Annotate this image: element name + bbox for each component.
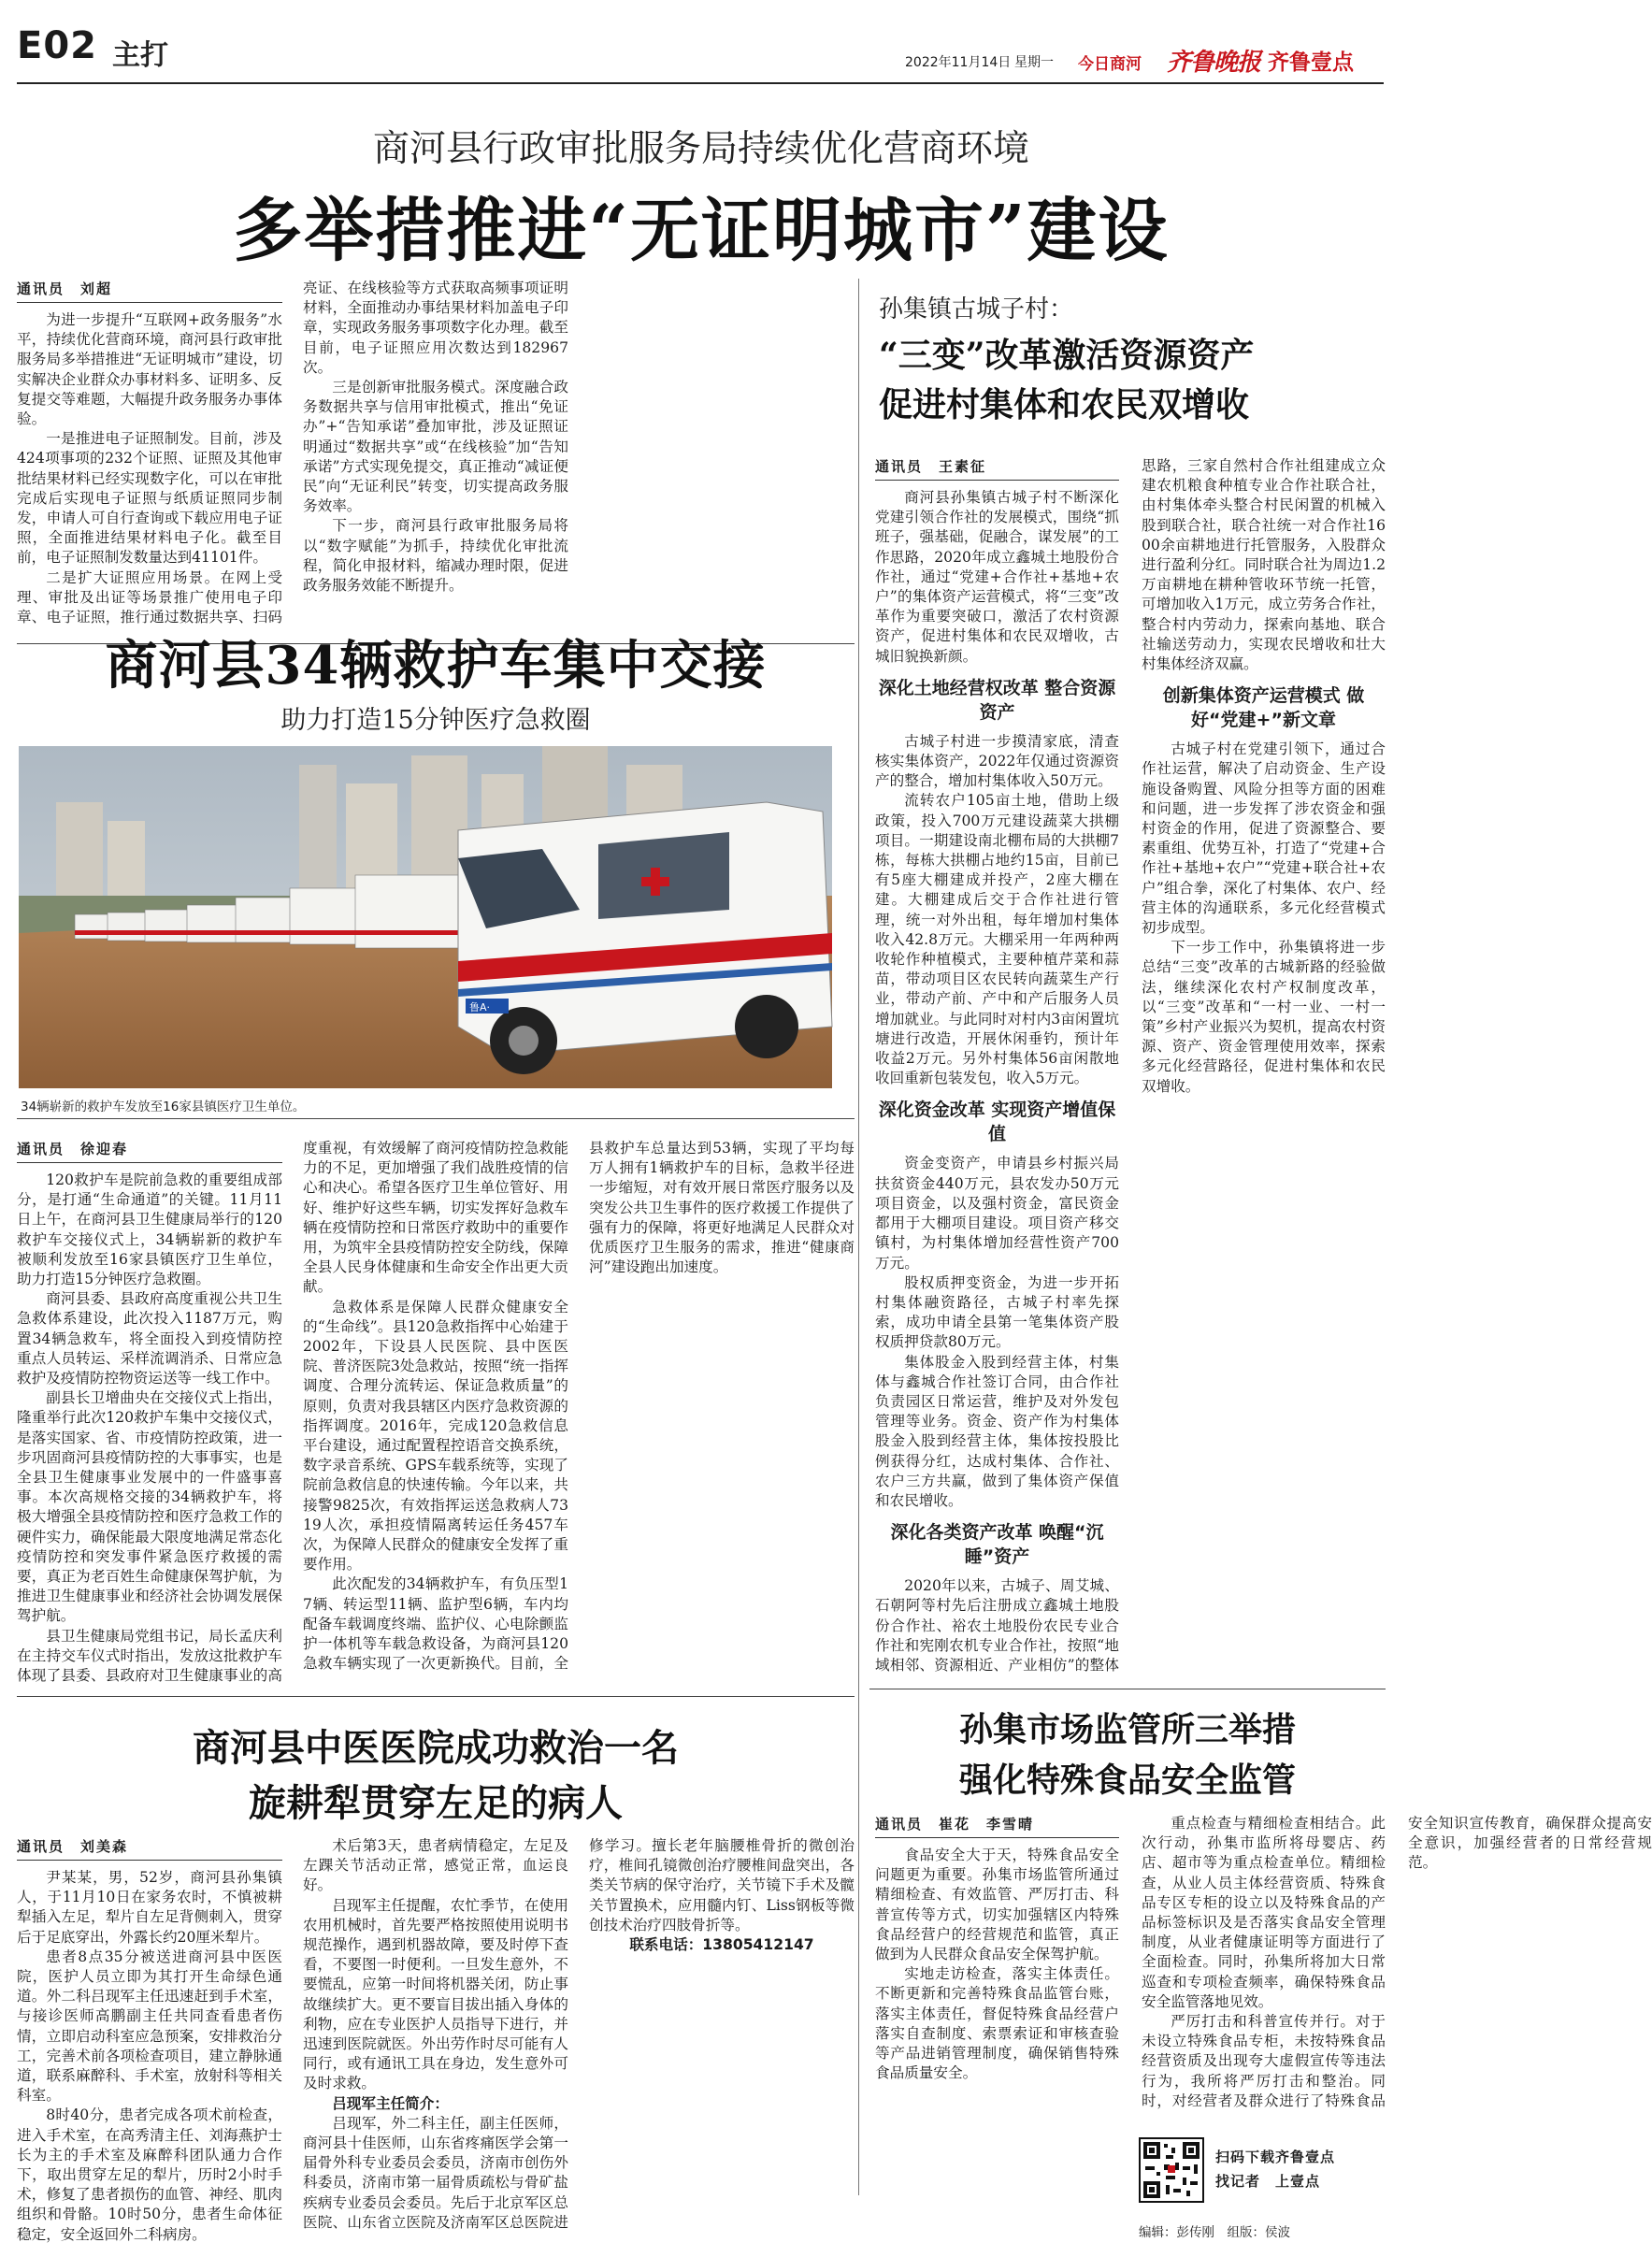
- right-p3: 流转农户105亩土地，借助上级政策，投入700万元建设蔬菜大拱棚项目。一期建设南北棚布局的大拱棚7栋，每栋大拱棚占地约15亩，目前已有5座大棚建成并投产，2座大棚在建。大棚建成后交于合作社进行管理，统一对外出租，每年增加村集体收入42.8万元。大棚采用一年两种两收轮作种植模式，主要种植芹菜和蒜苗，带动项目区农民转向蔬菜生产行业，带动产前、产中和产后服务人员增加就业。与此同时对村内3亩闲置坑塘进行改造，开展休闲垂钓，预计年收益2万元。另外村集体56亩闲散地收回重新包装发包，收入5万元。: [875, 792, 1119, 1087]
- market-p3: 重点检查与精细检查相结合。此次行动，孙集市监所将母婴店、药店、超市等为重点检查单位。精细检查，从业人员主体经营资质、特殊食品专区专柜的设立以及特殊食品的产品标签标识及是否落实食品安全管理制度，从业者健康证明等方面进行了全面检查。同时，孙集所将加大日常巡查和专项检查频率，确保特殊食品安全监管落地见效。: [1142, 1815, 1386, 2010]
- tcm-p1: 尹某某，男，52岁，商河县孙集镇人，于11月10日在家务农时，不慎被耕犁插入左足，犁片自左足背侧刺入，贯穿后于足底穿出，外露长约20厘米犁片。: [17, 1869, 282, 1946]
- right-byline: 通讯员 王素征: [875, 456, 1119, 481]
- qr-code-icon: [1141, 2139, 1202, 2201]
- paper-logo: 齐鲁晚报: [1167, 49, 1261, 77]
- editor-credit: 编辑：彭传刚 组版：侯波: [1139, 2225, 1290, 2240]
- market-article: [875, 1814, 1652, 2122]
- right-subhead-4: 创新集体资产运营模式 做好“党建+”新文章: [1162, 685, 1365, 731]
- photo-caption: 34辆崭新的救护车发放至16家县镇医疗卫生单位。: [21, 1100, 306, 1114]
- ambulance-p1: 120救护车是院前急救的重要组成部分，是打通“生命通道”的关键。11月11日上午，在商河县卫生健康局举行的120救护车交接仪式上，34辆崭新的救护车被顺利发放至16家县镇医疗卫生单位，助力打造15分钟医疗急救圈。: [17, 1172, 282, 1288]
- right-p8: 古城子村在党建引领下，通过合作社运营，解决了启动资金、生产设施设备购置、风险分担等方面的困难和问题，进一步发挥了涉农资金和强村资金的作用，促进了资源整合、要素重组、优势互补，打造了“党建+合作社+基地+农户”“党建+联合社+农户”组合拳，深化了村集体、农户、经营主体的沟通联系，多元化经营模式初步成型。: [1142, 740, 1386, 937]
- lead-kicker: 商河县行政审批服务局持续优化营商环境: [372, 128, 1029, 170]
- header-column: 今日商河: [1078, 55, 1142, 74]
- market-headline-2: 强化特殊食品安全监管: [958, 1761, 1296, 1800]
- right-p1: 商河县孙集镇古城子村不断深化党建引领合作社的发展模式，围绕“抓班子，强基础，促融合，谋发展”的工作思路，2020年成立鑫城土地股份合作社，通过“党建+合作社+基地+农户”的集体资产运营模式，将“三变”改革作为重要突破口，激活了农村资源资产，促进村集体和农民双增收，古城旧貌换新颜。: [875, 489, 1119, 665]
- ambulance-byline: 通讯员 徐迎春: [17, 1139, 282, 1163]
- lead-p3: 二是扩大证照应用场景。在网上受理、审批及出证等场景推广使用电子印章、电子证照，推行通过数据共享、扫码亮证、在线核验等方式获取高频事项证明材料，全面推动办事结果材料加盖电子印章，实现政务服务事项数字化办理。截至目前，电子证照应用次数达到182967次。: [17, 280, 568, 626]
- right-p6: 集体股金入股到经营主体，村集体与鑫城合作社签订合同，由合作社负责园区日常运营，维护及对外发包管理等业务。资金、资产作为村集体股金入股到经营主体，集体按投股比例获得分红，达成村集体、合作社、农户三方共赢，做到了集体资产保值和农民增收。: [875, 1353, 1119, 1509]
- right-article: [875, 456, 1386, 1679]
- market-p1: 食品安全大于天，特殊食品安全问题更为重要。孙集市场监管所通过精细检查、有效监管、严厉打击、科普宣传等方式，切实加强辖区内特殊食品经营户的经营规范和监管，真正做到为人民群众食品安全保驾护航。: [875, 1847, 1119, 1963]
- qr-text-2: 找记者 上壹点: [1215, 2173, 1321, 2190]
- brand-logo: 齐鲁壹点: [1268, 50, 1354, 75]
- right-headline-1: “三变”改革激活资源资产: [879, 336, 1255, 375]
- ambulance-subheadline: 助力打造15分钟医疗急救圈: [280, 706, 591, 735]
- qr-code[interactable]: [1139, 2137, 1204, 2203]
- lead-article: [17, 279, 855, 634]
- lead-p5: 下一步，商河县行政审批服务局将以“数字赋能”为抓手，持续优化审批流程，简化申报材料，缩减办理时限，促进政务服务效能不断提升。: [303, 517, 568, 595]
- column-divider: [858, 279, 859, 2195]
- section-label: 主打: [112, 39, 168, 72]
- right-p2: 古城子村进一步摸清家底，清查核实集体资产，2022年仅通过资源资产的整合，增加村集体收入50万元。: [875, 732, 1119, 790]
- ambulance-p5: 急救体系是保障人民群众健康安全的“生命线”。县120急救指挥中心始建于2002年，下设县人民医院、县中医医院、普济医院3处急救站，按照“统一指挥调度、合理分流转运、保证急救质量”的原则，负责对我县辖区内医疗急救资源的指挥调度。2016年，完成120急救信息平台建设，通过配置程控语音交换系统，数字录音系统、GPS车载系统等，实现了院前急救信息的快速传输。今年以来，共接警9825次，有效指挥运送急救病人7319人次，承担疫情隔离转运任务457车次，为保障人民群众的健康安全发挥了重要作用。: [303, 1298, 568, 1574]
- right-subhead-2: 深化资金改革 实现资产增值保值: [878, 1100, 1116, 1145]
- market-byline: 通讯员 崔花 李雪晴: [875, 1814, 1119, 1838]
- right-subhead-3: 深化各类资产改革 唤醒“沉睡”资产: [890, 1522, 1104, 1568]
- market-headline-1: 孙集市场监管所三举措: [958, 1710, 1296, 1749]
- ambulance-p4: 县卫生健康局党组书记，局长孟庆利在主持交车仪式时指出，发放这批救护车体现了县委、县政府对卫生健康事业的高度重视，有效缓解了商河疫情防控急救能力的不足，更加增强了我们战胜疫情的信心和决心。希望各医疗卫生单位管好、用好、维护好这些车辆，切实发挥好急救车辆在疫情防控和日常医疗救助中的重要作用，为筑牢全县疫情防控安全防线，保障全县人民身体健康和生命安全作出更大贡献。: [17, 1140, 568, 1685]
- ambulance-front: [458, 802, 832, 1074]
- ambulance-article: [17, 1139, 855, 1689]
- ambulance-p3: 副县长卫增曲央在交接仪式上指出，隆重举行此次120救护车集中交接仪式，是落实国家、省、市疫情防控政策，进一步巩固商河县疫情防控的大事事实，也是全县卫生健康事业发展中的一件盛事喜事。本次高规格交接的34辆救护车，将极大增强全县疫情防控和医疗急救工作的硬件实力，确保能最大限度地满足常态化疫情防控和突发事件紧急医疗救援的需要，真正为老百姓生命健康保驾护航，为推进卫生健康事业和经济社会协调发展保驾护航。: [17, 1389, 282, 1625]
- tcm-headline-1: 商河县中医医院成功救治一名: [193, 1726, 679, 1770]
- ambulance-headline: 商河县34辆救护车集中交接: [105, 635, 767, 697]
- market-p4: 严厉打击和科普宣传并行。对于未设立特殊食品专柜，未按特殊食品经营资质及出现夸大虚假宣传等违法行为，我所将严厉打击和整治。同时，对经营者及群众进行了特殊食品安全知识宣传教育，确保群众提高安全意识，加强经营者的日常经营规范。: [1142, 1815, 1652, 2109]
- market-p2: 实地走访检查，落实主体责任。不断更新和完善特殊食品监管台账，落实主体责任，督促特殊食品经营户落实自查制度、索票索证和审核查验等产品进销管理制度，确保销售特殊食品质量安全。: [875, 1965, 1119, 2082]
- lead-p2: 一是推进电子证照制发。目前，涉及424项事项的232个证照、证照及其他审批结果材料已经实现数字化，可以在审批完成后实现电子证照与纸质证照同步制发，申请人可自行查询或下载应用电子证照，全面推进结果材料电子化。截至目前，电子证照制发数量达到41101件。: [17, 430, 282, 567]
- right-headline-2: 促进村集体和农民双增收: [879, 385, 1250, 424]
- tcm-article: [17, 1836, 855, 2248]
- ambulance-bottom-rule: [17, 1696, 855, 1697]
- header-date: 2022年11月14日: [905, 55, 1012, 70]
- tcm-byline: 通讯员 刘美森: [17, 1836, 282, 1861]
- caption-rule: [17, 1118, 855, 1119]
- lead-byline: 通讯员 刘超: [17, 279, 282, 303]
- qr-text-1: 扫码下载齐鲁壹点: [1215, 2149, 1336, 2165]
- tcm-intro: 吕现军，外二科主任，副主任医师，商河县十佳医师，山东省疼痛医学会第一届骨外科专业委员会委员，济南市创伤外科委员，济南市第一届骨质疏松与骨矿盐疾病专业委员会委员。先后于北京军区总医院、山东省立医院及济南军区总医院进修学习。擅长老年脑腰椎骨折的微创治疗，椎间孔镜微创治疗腰椎间盘突出，各类关节病的保守治疗，关节镜下手术及髋关节置换术，应用髓内钉、Liss钢板等微创技术治疗四肢骨折等。: [303, 1837, 855, 2231]
- tcm-p2: 患者8点35分被送进商河县中医医院，医护人员立即为其打开生命绿色通道。外二科吕现军主任迅速赶到手术室，与接诊医师高鹏副主任共同查看患者伤情，立即启动科室应急预案，安排救治分工，完善术前各项检查项目，建立静脉通道，联系麻醉科、手术室，放射科等相关科室。: [17, 1948, 282, 2105]
- right-subhead-1: 深化土地经营权改革 整合资源资产: [878, 677, 1116, 723]
- ambulance-p2: 商河县委、县政府高度重视公共卫生急救体系建设，此次投入1187万元，购置34辆急救车，将全面投入到疫情防控重点人员转运、采样流调消杀、日常应急救护及疫情防控物资运送等一线工作中。: [17, 1290, 282, 1387]
- tcm-p3: 8时40分，患者完成各项术前检查，进入手术室，在高秀清主任、刘海燕护士长为主的手术室及麻醉科团队通力合作下，取出贯穿左足的犁片，历时2小时手术，修复了患者损伤的血管、神经、肌肉组织和骨骼。10时50分，患者生命体征稳定，安全返回外二科病房。: [17, 2106, 282, 2243]
- tcm-intro-title: 吕现军主任简介：: [332, 2094, 449, 2112]
- ambulance-photo-illustration: [19, 746, 832, 1088]
- tcm-p4: 术后第3天，患者病情稳定，左足及左踝关节活动正常，感觉正常，血运良好。: [303, 1837, 568, 1894]
- right-p5: 股权质押变资金，为进一步开拓村集体融资路径，古城子村率先探索，成功申请全县第一笔集体资产股权质押贷款80万元。: [875, 1273, 1119, 1351]
- right-p9: 下一步工作中，孙集镇将进一步总结“三变”改革的古城新路的经验做法，继续深化农村产权制度改革，以“三变”改革和“一村一业、一村一策”乡村产业振兴为契机，提高农村资源、资产、资金管理使用效率，探索多元化经营路径，促进村集体和农民双增收。: [1142, 939, 1386, 1095]
- tcm-phone: 联系电话：13805412147: [629, 1936, 814, 1954]
- lead-p1: 为进一步提升“互联网+政务服务”水平，持续优化营商环境，商河县行政审批服务局多举措推进“无证明城市”建设，切实解决企业群众办事材料多、证明多、反复提交等难题，大幅提升政务服务办事体验。: [17, 311, 282, 428]
- header-rule: [17, 82, 1384, 84]
- right-kicker: 孙集镇古城子村：: [879, 295, 1074, 323]
- tcm-p5: 吕现军主任提醒，农忙季节，在使用农用机械时，首先要严格按照使用说明书规范操作，遇到机器故障，要及时停下查看，不要图一时便利。一旦发生意外，不要慌乱，应第一时间将机器关闭，防止事故继续扩大。更不要盲目拔出插入身体的利物，应在专业医护人员指导下进行，并迅速到医院就医。外出劳作时尽可能有人同行，或有通讯工具在身边，发生意外可及时求救。: [303, 1896, 568, 2092]
- lead-p4: 三是创新审批服务模式。深度融合政务数据共享与信用审批模式，推出“免证办”+“告知承诺”叠加审批，涉及证照证明通过“数据共享”或“在线核验”加“告知承诺”方式实现免提交，真正推动“减证便民”向“无证利民”转变，切实提高政务服务效率。: [303, 379, 568, 515]
- right-p7: 2020年以来，古城子、周艾城、石朝阿等村先后注册成立鑫城土地股份合作社、裕农土地股份农民专业合作社和宪刚农机专业合作社，按照“地域相邻、资源相近、产业相仿”的整体思路，三家自然村合作社组建成立众建农机粮食种植专业合作社联合社，由村集体牵头整合村民闲置的机械入股到联合社，联合社统一对合作社1600余亩耕地进行托管服务，入股群众进行盈利分红。同时联合社为周边1.2万亩耕地在耕种管收环节统一托管，可增加收入1万元，成立劳务合作社，整合村内劳动力，探索向基地、联合社输送劳动力，实现农民增收和壮大村集体经济双赢。: [875, 457, 1386, 1674]
- right-p4: 资金变资产，申请县乡村振兴局扶贫资金440万元，县农发办50万元项目资金，以及强村资金，富民资金都用于大棚项目建设。项目资产移交镇村，为村集体增加经营性资产700万元。: [875, 1155, 1119, 1272]
- ambulance-photo: [19, 746, 832, 1088]
- page-number: E02: [17, 24, 97, 67]
- header-weekday: 星期一: [1014, 55, 1054, 70]
- license-plate: 鲁A·: [469, 1001, 491, 1013]
- tcm-headline-2: 旋耕犁贯穿左足的病人: [249, 1781, 623, 1825]
- lead-headline: 多举措推进“无证明城市”建设: [233, 191, 1170, 271]
- ambulance-p6: 此次配发的34辆救护车，有负压型17辆、转运型11辆、监护型6辆，车内均配备车载调度终端、监护仪、心电除颤监护一体机等车载急救设备，为商河县120急救车辆实现了一次更新换代。目前，全县救护车总量达到53辆，实现了平均每万人拥有1辆救护车的目标，急救半径进一步缩短，对有效开展日常医疗服务以及突发公共卫生事件的医疗救援工作提供了强有力的保障，将更好地满足人民群众对优质医疗卫生服务的需求，推进“健康商河”建设跑出加速度。: [303, 1140, 855, 1673]
